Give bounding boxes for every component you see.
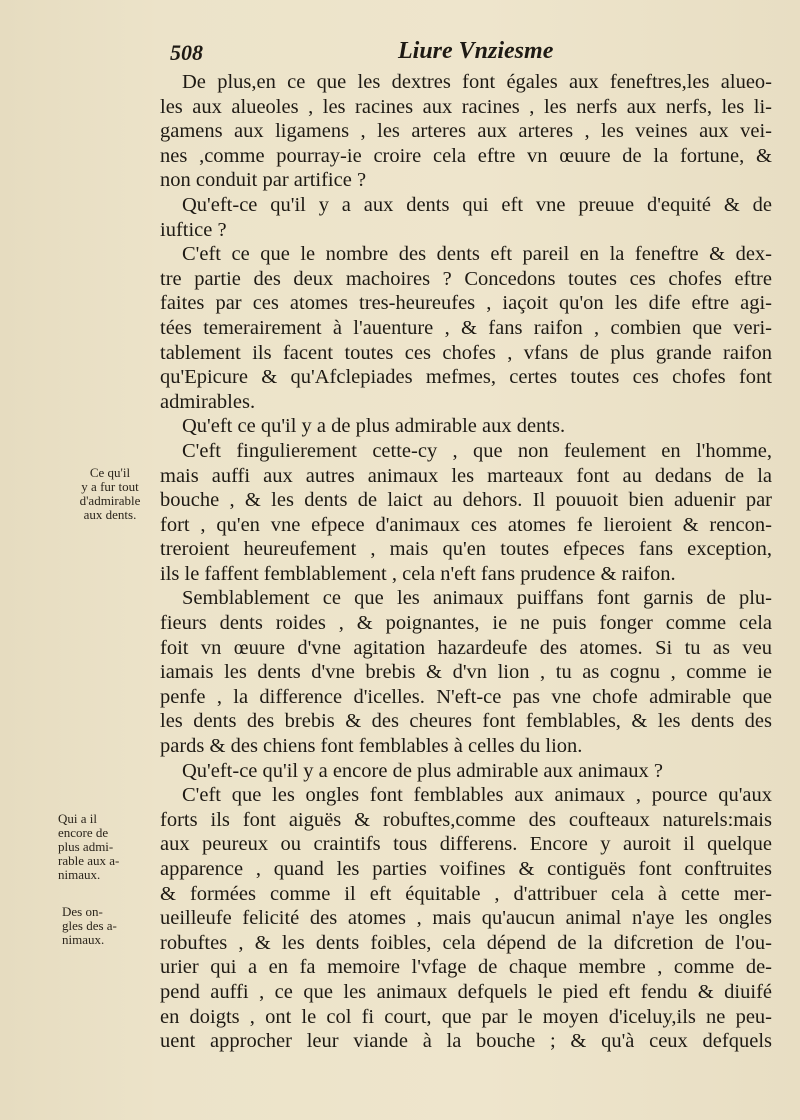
text-line: iuftice ? — [160, 218, 227, 241]
text-line: nes ,comme pourray-ie croire cela eftre vn œuure de la fortune, & — [160, 144, 772, 167]
text-line: qu'Epicure & qu'Afclepiades mefmes, certes toutes ces chofes font — [160, 366, 772, 389]
text-line: mais auffi aux autres animaux les marteaux font au dedans de la — [160, 464, 772, 487]
margin-note-line: plus admi- — [58, 839, 114, 854]
text-line: fort , qu'en vne efpece d'animaux ces atomes fe lieroient & rencon- — [160, 513, 772, 536]
text-line: Semblablement ce que les animaux puiffans font garnis de plu- — [182, 587, 772, 610]
text-line: gamens aux ligamens , les arteres aux arteres , les veines aux vei- — [160, 120, 772, 143]
text-line: De plus,en ce que les dextres font égales aux feneftres,les alueo- — [182, 71, 772, 93]
text-line: admirables. — [160, 390, 256, 413]
text-line: les dents des brebis & des cheures font femblables, & les dents des — [160, 710, 772, 733]
text-line: non conduit par artifice ? — [160, 169, 367, 192]
text-line: pards & des chiens font femblables à celles du lion. — [160, 735, 583, 758]
text-line: forts ils font aiguës & robuftes,comme des coufteaux naturels:mais — [160, 808, 772, 831]
text-line: fieurs dents roides , & poignantes, ie ne puis fonger comme cela — [160, 612, 772, 635]
text-line: apparence , quand les parties voifines & contiguës font conftruites — [160, 858, 772, 880]
text-line: & formées comme il eft équitable , d'attribuer cela à cette mer- — [160, 882, 772, 905]
margin-note-line: aux dents. — [83, 507, 137, 522]
margin-note-admirable-animals — [58, 812, 154, 882]
text-line: Qu'eft ce qu'il y a de plus admirable aux dents. — [182, 415, 566, 438]
text-line: Qu'eft-ce qu'il y a aux dents qui eft vne preuue d'equité & de — [182, 193, 772, 216]
margin-note-line: gles des a- — [62, 918, 117, 933]
margin-note-line: d'admirable — [79, 493, 141, 508]
text-line: en doigts , ont le col fi court, que par le moyen d'iceluy,ils ne peu- — [160, 1005, 772, 1028]
page-header — [160, 38, 770, 72]
running-head: Liure Vnziesme — [398, 38, 554, 64]
text-line: C'eft fingulierement cette-cy , que non feulement en l'homme, — [182, 439, 772, 462]
margin-note-line: rable aux a- — [58, 853, 120, 868]
text-line: tées temerairement à l'auenture , & fans raifon , combien que veri- — [160, 316, 772, 339]
margin-note-line: Qui a il — [58, 811, 97, 826]
text-line: bouche , & les dents de laict au dehors. Il pouuoit bien aduenir par — [160, 489, 772, 512]
margin-note-line: Ce qu'il — [89, 465, 131, 480]
text-line: uent approcher leur viande à la bouche ; & qu'à ceux defquels — [160, 1030, 772, 1053]
margin-note-line: nimaux. — [62, 932, 105, 947]
text-line: faites par ces atomes tres-heureufes , iaçoit qu'on les dife eftre agi- — [160, 292, 772, 315]
text-line: iamais les dents d'vne brebis & d'vn lion , tu as cognu , comme ie — [160, 661, 772, 684]
margin-note-line: encore de — [58, 825, 109, 840]
text-line: C'eft ce que le nombre des dents eft pareil en la feneftre & dex- — [182, 243, 772, 266]
margin-note-line: y a fur tout — [81, 479, 139, 494]
text-line: robuftes , & les dents foibles, cela dépend de la difcretion de l'ou- — [160, 931, 772, 954]
text-line: urier qui a en fa memoire l'vfage de chaque membre , comme de- — [160, 956, 772, 979]
text-line: foit vn œuure d'vne agitation hazardeufe des atomes. Si tu as veu — [160, 636, 772, 659]
text-line: pend auffi , ce que les animaux defquels le pied eft fendu & diuifé — [160, 980, 772, 1003]
text-line: tre partie des deux machoires ? Concedons toutes ces chofes eftre — [160, 267, 772, 290]
text-line: C'eft que les ongles font femblables aux animaux , pource qu'aux — [182, 784, 772, 807]
text-line: aux peureux ou craintifs tous differens. Encore y auroit il quelque — [160, 833, 772, 856]
margin-note-admirable-teeth — [62, 466, 158, 522]
text-line: treroient heureufement , mais qu'en toutes efpeces fans exception, — [160, 538, 772, 561]
body-text — [160, 70, 772, 1054]
margin-note-animal-nails — [62, 905, 158, 947]
text-line: Qu'eft-ce qu'il y a encore de plus admirable aux animaux ? — [182, 759, 663, 782]
margin-note-line: Des on- — [62, 904, 103, 919]
text-line: penfe , la difference d'icelles. N'eft-ce pas vne chofe admirable que — [160, 685, 772, 708]
text-line: ueilleufe felicité des atomes , mais qu'aucun animal n'aye les ongles — [160, 907, 772, 930]
margin-note-line: nimaux. — [58, 867, 101, 882]
text-line: ils le faffent femblablement , cela n'eft fans prudence & raifon. — [160, 562, 676, 585]
text-line: tablement ils facent toutes ces chofes , vfans de plus grande raifon — [160, 341, 772, 364]
text-line: les aux alueoles , les racines aux racines , les nerfs aux nerfs, les li- — [160, 95, 772, 118]
page-number: 508 — [170, 40, 203, 65]
